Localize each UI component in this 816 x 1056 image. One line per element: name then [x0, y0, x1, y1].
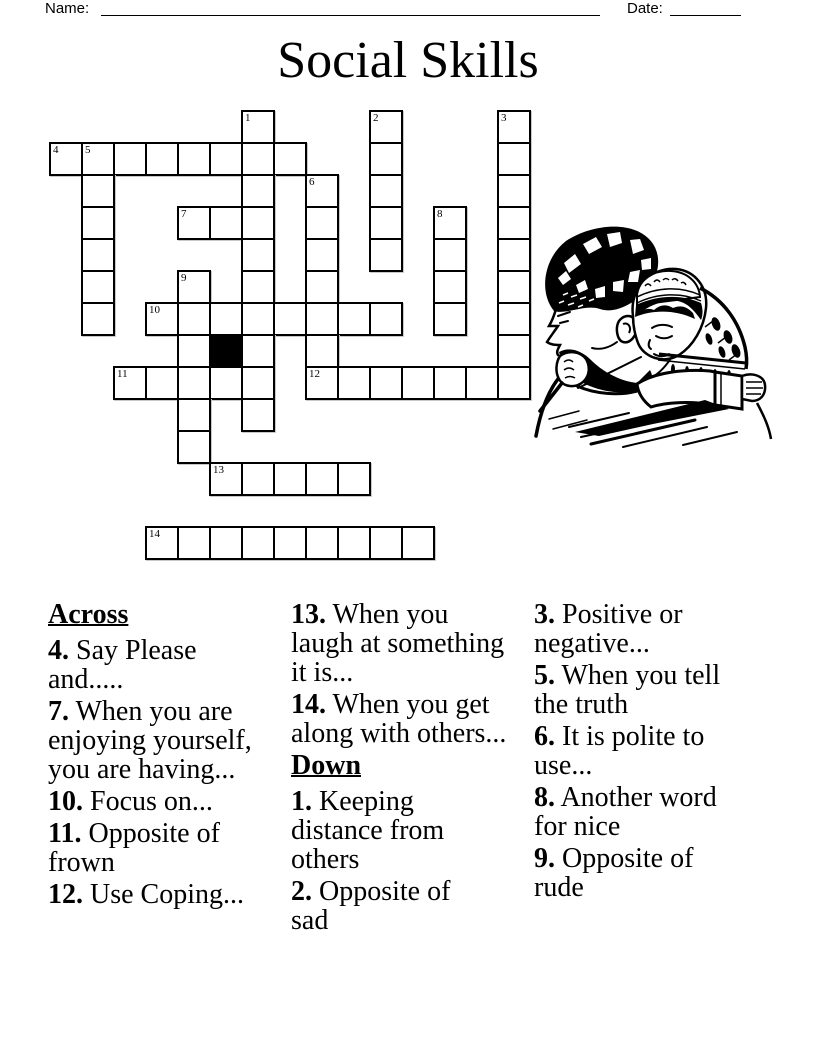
- clue-across-10: [48, 787, 283, 816]
- grid-cell-number: 8: [437, 208, 443, 220]
- clue-across-14: [291, 690, 529, 748]
- grid-cell[interactable]: [177, 398, 211, 432]
- grid-cell[interactable]: [305, 270, 339, 304]
- grid-cell[interactable]: [497, 142, 531, 176]
- grid-cell[interactable]: [305, 462, 339, 496]
- name-label: Name:: [45, 0, 90, 17]
- down-heading: Down: [291, 750, 362, 781]
- clue-across-7: [48, 697, 283, 784]
- grid-cell[interactable]: [369, 110, 403, 144]
- grid-cell[interactable]: [209, 302, 243, 336]
- grid-cell[interactable]: [209, 526, 243, 560]
- grid-cell[interactable]: [305, 206, 339, 240]
- clue-line: along with others...: [291, 718, 507, 749]
- grid-cell-number: 11: [117, 368, 128, 380]
- grid-cell[interactable]: [305, 526, 339, 560]
- grid-cell[interactable]: [401, 526, 435, 560]
- grid-cell[interactable]: [177, 270, 211, 304]
- clue-line: 11. Opposite of: [48, 818, 220, 849]
- clue-line: 13. When you: [291, 599, 449, 630]
- grid-cell[interactable]: [241, 174, 275, 208]
- grid-cell[interactable]: [337, 302, 371, 336]
- grid-cell[interactable]: [369, 206, 403, 240]
- clue-line: use...: [534, 750, 593, 781]
- date-blank-line[interactable]: [670, 0, 741, 16]
- grid-cell[interactable]: [337, 526, 371, 560]
- grid-cell[interactable]: [81, 142, 115, 176]
- grid-cell[interactable]: [241, 462, 275, 496]
- clue-across-12: [48, 880, 283, 909]
- grid-cell[interactable]: [49, 142, 83, 176]
- grid-cell[interactable]: [177, 366, 211, 400]
- grid-cell[interactable]: [305, 302, 339, 336]
- clue-down-2: [291, 877, 529, 935]
- grid-cell[interactable]: [305, 334, 339, 368]
- grid-cell[interactable]: [273, 142, 307, 176]
- grid-cell[interactable]: [81, 206, 115, 240]
- grid-cell[interactable]: [305, 238, 339, 272]
- clue-line: 5. When you tell: [534, 660, 721, 691]
- grid-cell[interactable]: [497, 174, 531, 208]
- grid-cell[interactable]: [241, 334, 275, 368]
- grid-cell[interactable]: [241, 366, 275, 400]
- grid-cell[interactable]: [401, 366, 435, 400]
- grid-cell[interactable]: [81, 238, 115, 272]
- grid-cell[interactable]: [497, 238, 531, 272]
- page-title: Social Skills: [277, 32, 539, 89]
- grid-cell-number: 4: [53, 144, 59, 156]
- grid-cell-number: 2: [373, 112, 379, 124]
- grid-cell[interactable]: [81, 174, 115, 208]
- grid-cell[interactable]: [241, 302, 275, 336]
- clue-line: distance from: [291, 815, 445, 846]
- grid-cell[interactable]: [305, 366, 339, 400]
- grid-cell[interactable]: [305, 174, 339, 208]
- clue-line: it is...: [291, 657, 354, 688]
- grid-cell[interactable]: [369, 526, 403, 560]
- clue-line: 8. Another word: [534, 782, 717, 813]
- grid-cell[interactable]: [273, 462, 307, 496]
- grid-cell[interactable]: [497, 110, 531, 144]
- clue-line: the truth: [534, 689, 629, 720]
- grid-cell-number: 3: [501, 112, 507, 124]
- grid-cell-number: 7: [181, 208, 187, 220]
- grid-cell-number: 1: [245, 112, 251, 124]
- grid-cell[interactable]: [369, 142, 403, 176]
- clue-line: laugh at something: [291, 628, 505, 659]
- grid-cell[interactable]: [433, 302, 467, 336]
- grid-cell[interactable]: [113, 142, 147, 176]
- grid-cell[interactable]: [241, 398, 275, 432]
- grid-cell[interactable]: [273, 302, 307, 336]
- clue-line: 14. When you get: [291, 689, 490, 720]
- clue-down-8: [534, 783, 764, 841]
- clue-line: frown: [48, 847, 115, 878]
- clue-line: 2. Opposite of: [291, 876, 451, 907]
- clue-line: for nice: [534, 811, 621, 842]
- grid-cell[interactable]: [81, 270, 115, 304]
- grid-cell[interactable]: [177, 430, 211, 464]
- hug-illustration: [533, 223, 775, 451]
- grid-cell[interactable]: [337, 366, 371, 400]
- grid-cell[interactable]: [113, 366, 147, 400]
- grid-cell[interactable]: [209, 366, 243, 400]
- date-label: Date:: [627, 0, 663, 17]
- grid-cell[interactable]: [369, 302, 403, 336]
- clues-column-2: [291, 600, 529, 938]
- clue-down-9: [534, 844, 764, 902]
- grid-cell[interactable]: [177, 142, 211, 176]
- clue-line: rude: [534, 872, 584, 903]
- grid-cell-number: 13: [213, 464, 224, 476]
- clue-line: others: [291, 844, 360, 875]
- grid-cell[interactable]: [337, 462, 371, 496]
- clue-line: negative...: [534, 628, 650, 659]
- grid-cell[interactable]: [497, 334, 531, 368]
- clue-line: 3. Positive or: [534, 599, 683, 630]
- grid-cell[interactable]: [497, 366, 531, 400]
- clue-line: enjoying yourself,: [48, 725, 252, 756]
- clue-line: 10. Focus on...: [48, 786, 213, 817]
- grid-cell-number: 5: [85, 144, 91, 156]
- clue-down-1: [291, 787, 529, 874]
- grid-cell[interactable]: [177, 206, 211, 240]
- grid-cell-number: 6: [309, 176, 315, 188]
- grid-cell[interactable]: [497, 302, 531, 336]
- grid-cell[interactable]: [241, 110, 275, 144]
- grid-cell[interactable]: [145, 142, 179, 176]
- grid-cell[interactable]: [497, 270, 531, 304]
- grid-cell[interactable]: [465, 366, 499, 400]
- grid-cell-number: 9: [181, 272, 187, 284]
- grid-cell[interactable]: [177, 302, 211, 336]
- clue-line: 6. It is polite to: [534, 721, 705, 752]
- clue-line: 12. Use Coping...: [48, 879, 244, 910]
- grid-cell[interactable]: [433, 366, 467, 400]
- clue-line: sad: [291, 905, 329, 936]
- grid-cell[interactable]: [145, 302, 179, 336]
- grid-cell[interactable]: [369, 366, 403, 400]
- grid-cell[interactable]: [145, 526, 179, 560]
- clue-across-13: [291, 600, 529, 687]
- grid-cell[interactable]: [433, 238, 467, 272]
- grid-cell[interactable]: [177, 526, 211, 560]
- across-heading: Across: [48, 599, 129, 630]
- clue-down-5: [534, 661, 764, 719]
- clues-column-3: [534, 600, 764, 905]
- grid-cell-black: [209, 334, 243, 368]
- grid-cell[interactable]: [241, 270, 275, 304]
- clue-line: you are having...: [48, 754, 236, 785]
- grid-cell[interactable]: [241, 526, 275, 560]
- clue-line: 7. When you are: [48, 696, 233, 727]
- clue-line: and.....: [48, 664, 124, 695]
- grid-cell[interactable]: [433, 270, 467, 304]
- grid-cell[interactable]: [209, 142, 243, 176]
- clue-line: 9. Opposite of: [534, 843, 694, 874]
- clue-across-4: [48, 636, 283, 694]
- grid-cell[interactable]: [241, 206, 275, 240]
- grid-cell[interactable]: [433, 206, 467, 240]
- name-blank-line[interactable]: [101, 0, 600, 16]
- grid-cell[interactable]: [273, 526, 307, 560]
- clue-across-11: [48, 819, 283, 877]
- grid-cell[interactable]: [241, 238, 275, 272]
- grid-cell[interactable]: [145, 366, 179, 400]
- clue-down-3: [534, 600, 764, 658]
- clue-line: 4. Say Please: [48, 635, 197, 666]
- grid-cell-number: 10: [149, 304, 160, 316]
- grid-cell[interactable]: [209, 462, 243, 496]
- grid-cell[interactable]: [177, 334, 211, 368]
- grid-cell[interactable]: [369, 174, 403, 208]
- grid-cell-number: 12: [309, 368, 320, 380]
- grid-cell[interactable]: [209, 206, 243, 240]
- clue-down-6: [534, 722, 764, 780]
- clue-line: 1. Keeping: [291, 786, 414, 817]
- grid-cell[interactable]: [369, 238, 403, 272]
- grid-cell[interactable]: [497, 206, 531, 240]
- grid-cell-number: 14: [149, 528, 160, 540]
- clues-column-1: [48, 600, 283, 912]
- grid-cell[interactable]: [241, 142, 275, 176]
- grid-cell[interactable]: [81, 302, 115, 336]
